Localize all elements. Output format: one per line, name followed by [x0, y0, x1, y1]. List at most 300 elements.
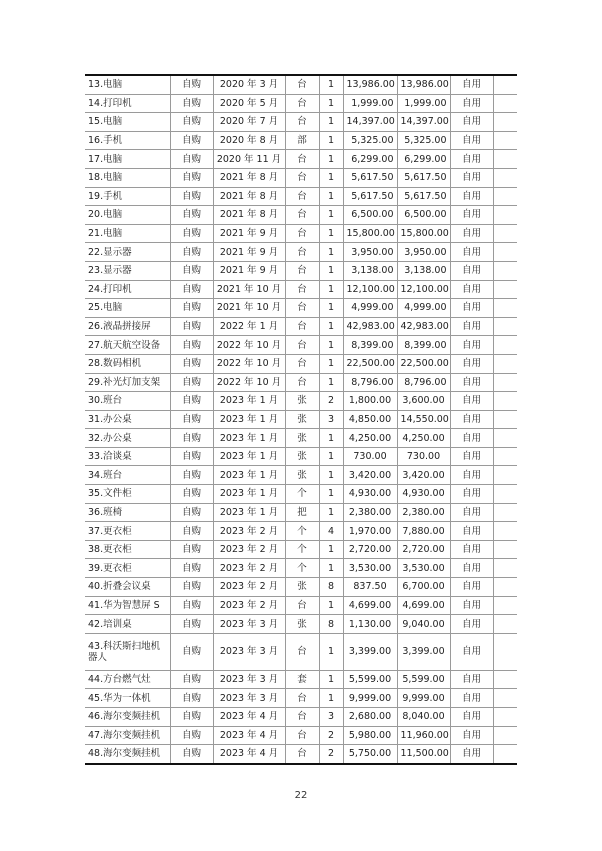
total-amount-cell: 5,617.50	[397, 168, 450, 187]
note-cell	[493, 243, 517, 262]
unit-price-cell: 8,399.00	[343, 336, 397, 355]
item-name-cell: 40.折叠会议桌	[85, 578, 170, 597]
unit-price-cell: 8,796.00	[343, 373, 397, 392]
source-cell: 自购	[170, 317, 213, 336]
table-row	[85, 708, 517, 727]
quantity-cell: 1	[319, 150, 343, 169]
source-cell: 自购	[170, 94, 213, 113]
unit-price-cell: 9,999.00	[343, 689, 397, 708]
note-cell	[493, 596, 517, 615]
item-name-cell: 45.华为一体机	[85, 689, 170, 708]
unit-price-cell: 6,500.00	[343, 206, 397, 225]
item-name-cell: 30.班台	[85, 392, 170, 411]
purchase-date-cell: 2022 年 10 月	[213, 336, 285, 355]
table-row	[85, 726, 517, 745]
unit-price-cell: 3,420.00	[343, 466, 397, 485]
source-cell: 自购	[170, 596, 213, 615]
unit-price-cell: 6,299.00	[343, 150, 397, 169]
quantity-cell: 2	[319, 745, 343, 764]
table-row	[85, 113, 517, 132]
item-name-cell: 21.电脑	[85, 224, 170, 243]
source-cell: 自购	[170, 726, 213, 745]
item-name-cell: 16.手机	[85, 131, 170, 150]
usage-cell: 自用	[450, 224, 493, 243]
purchase-date-cell: 2023 年 2 月	[213, 596, 285, 615]
source-cell: 自购	[170, 187, 213, 206]
unit-cell: 张	[285, 466, 319, 485]
purchase-date-cell: 2023 年 3 月	[213, 615, 285, 634]
total-amount-cell: 13,986.00	[397, 75, 450, 94]
quantity-cell: 1	[319, 113, 343, 132]
table-row	[85, 410, 517, 429]
quantity-cell: 1	[319, 559, 343, 578]
note-cell	[493, 633, 517, 670]
source-cell: 自购	[170, 745, 213, 764]
usage-cell: 自用	[450, 168, 493, 187]
table-row	[85, 670, 517, 689]
item-name-cell: 48.海尔变频挂机	[85, 745, 170, 764]
table-row	[85, 206, 517, 225]
unit-price-cell: 5,325.00	[343, 131, 397, 150]
quantity-cell: 1	[319, 503, 343, 522]
total-amount-cell: 2,380.00	[397, 503, 450, 522]
total-amount-cell: 4,699.00	[397, 596, 450, 615]
item-name-cell: 24.打印机	[85, 280, 170, 299]
note-cell	[493, 75, 517, 94]
item-name-cell: 36.班椅	[85, 503, 170, 522]
source-cell: 自购	[170, 559, 213, 578]
unit-cell: 台	[285, 75, 319, 94]
total-amount-cell: 5,617.50	[397, 187, 450, 206]
usage-cell: 自用	[450, 261, 493, 280]
unit-price-cell: 5,750.00	[343, 745, 397, 764]
quantity-cell: 1	[319, 336, 343, 355]
unit-cell: 套	[285, 670, 319, 689]
purchase-date-cell: 2020 年 8 月	[213, 131, 285, 150]
item-name-cell: 27.航天航空设备	[85, 336, 170, 355]
purchase-date-cell: 2021 年 8 月	[213, 206, 285, 225]
usage-cell: 自用	[450, 280, 493, 299]
note-cell	[493, 113, 517, 132]
quantity-cell: 2	[319, 392, 343, 411]
item-name-cell: 33.洽谈桌	[85, 447, 170, 466]
usage-cell: 自用	[450, 354, 493, 373]
unit-price-cell: 4,999.00	[343, 299, 397, 318]
quantity-cell: 1	[319, 261, 343, 280]
source-cell: 自购	[170, 708, 213, 727]
unit-price-cell: 4,850.00	[343, 410, 397, 429]
unit-price-cell: 2,680.00	[343, 708, 397, 727]
item-name-cell: 13.电脑	[85, 75, 170, 94]
note-cell	[493, 150, 517, 169]
item-name-cell: 38.更衣柜	[85, 540, 170, 559]
purchase-date-cell: 2023 年 3 月	[213, 689, 285, 708]
usage-cell: 自用	[450, 429, 493, 448]
purchase-date-cell: 2023 年 1 月	[213, 485, 285, 504]
purchase-date-cell: 2023 年 1 月	[213, 503, 285, 522]
unit-price-cell: 14,397.00	[343, 113, 397, 132]
item-name-cell: 41.华为智慧屏 S	[85, 596, 170, 615]
unit-cell: 台	[285, 150, 319, 169]
table-row	[85, 280, 517, 299]
purchase-date-cell: 2023 年 3 月	[213, 633, 285, 670]
total-amount-cell: 730.00	[397, 447, 450, 466]
purchase-date-cell: 2021 年 9 月	[213, 224, 285, 243]
table-row	[85, 261, 517, 280]
unit-cell: 个	[285, 559, 319, 578]
purchase-date-cell: 2021 年 9 月	[213, 261, 285, 280]
total-amount-cell: 8,399.00	[397, 336, 450, 355]
purchase-date-cell: 2023 年 1 月	[213, 447, 285, 466]
unit-price-cell: 2,720.00	[343, 540, 397, 559]
asset-table	[85, 74, 517, 765]
purchase-date-cell: 2023 年 1 月	[213, 429, 285, 448]
usage-cell: 自用	[450, 615, 493, 634]
unit-price-cell: 42,983.00	[343, 317, 397, 336]
total-amount-cell: 8,040.00	[397, 708, 450, 727]
unit-price-cell: 837.50	[343, 578, 397, 597]
source-cell: 自购	[170, 633, 213, 670]
purchase-date-cell: 2020 年 11 月	[213, 150, 285, 169]
table-row	[85, 336, 517, 355]
purchase-date-cell: 2023 年 2 月	[213, 540, 285, 559]
unit-price-cell: 1,999.00	[343, 94, 397, 113]
total-amount-cell: 14,550.00	[397, 410, 450, 429]
note-cell	[493, 689, 517, 708]
usage-cell: 自用	[450, 559, 493, 578]
source-cell: 自购	[170, 150, 213, 169]
table-row	[85, 150, 517, 169]
purchase-date-cell: 2023 年 4 月	[213, 726, 285, 745]
quantity-cell: 1	[319, 299, 343, 318]
item-name-cell: 17.电脑	[85, 150, 170, 169]
note-cell	[493, 485, 517, 504]
purchase-date-cell: 2021 年 10 月	[213, 299, 285, 318]
note-cell	[493, 466, 517, 485]
table-row	[85, 243, 517, 262]
quantity-cell: 1	[319, 540, 343, 559]
unit-price-cell: 15,800.00	[343, 224, 397, 243]
table-row	[85, 485, 517, 504]
source-cell: 自购	[170, 280, 213, 299]
note-cell	[493, 261, 517, 280]
table-row	[85, 354, 517, 373]
quantity-cell: 1	[319, 75, 343, 94]
quantity-cell: 3	[319, 708, 343, 727]
quantity-cell: 2	[319, 726, 343, 745]
total-amount-cell: 3,399.00	[397, 633, 450, 670]
unit-cell: 张	[285, 447, 319, 466]
source-cell: 自购	[170, 261, 213, 280]
total-amount-cell: 4,250.00	[397, 429, 450, 448]
table-row	[85, 299, 517, 318]
table-row	[85, 578, 517, 597]
total-amount-cell: 3,138.00	[397, 261, 450, 280]
table-row	[85, 429, 517, 448]
source-cell: 自购	[170, 410, 213, 429]
source-cell: 自购	[170, 224, 213, 243]
quantity-cell: 1	[319, 94, 343, 113]
item-name-cell: 15.电脑	[85, 113, 170, 132]
purchase-date-cell: 2021 年 10 月	[213, 280, 285, 299]
source-cell: 自购	[170, 392, 213, 411]
purchase-date-cell: 2020 年 3 月	[213, 75, 285, 94]
usage-cell: 自用	[450, 670, 493, 689]
total-amount-cell: 7,880.00	[397, 522, 450, 541]
note-cell	[493, 354, 517, 373]
unit-price-cell: 3,138.00	[343, 261, 397, 280]
table-row	[85, 503, 517, 522]
usage-cell: 自用	[450, 447, 493, 466]
total-amount-cell: 2,720.00	[397, 540, 450, 559]
item-name-cell: 32.办公桌	[85, 429, 170, 448]
total-amount-cell: 3,530.00	[397, 559, 450, 578]
note-cell	[493, 559, 517, 578]
unit-cell: 张	[285, 429, 319, 448]
purchase-date-cell: 2023 年 2 月	[213, 559, 285, 578]
item-name-cell: 35.文件柜	[85, 485, 170, 504]
total-amount-cell: 5,325.00	[397, 131, 450, 150]
total-amount-cell: 6,700.00	[397, 578, 450, 597]
unit-cell: 台	[285, 317, 319, 336]
source-cell: 自购	[170, 466, 213, 485]
purchase-date-cell: 2023 年 4 月	[213, 745, 285, 764]
total-amount-cell: 9,040.00	[397, 615, 450, 634]
total-amount-cell: 4,999.00	[397, 299, 450, 318]
purchase-date-cell: 2022 年 10 月	[213, 354, 285, 373]
quantity-cell: 1	[319, 168, 343, 187]
usage-cell: 自用	[450, 373, 493, 392]
total-amount-cell: 4,930.00	[397, 485, 450, 504]
item-name-cell: 20.电脑	[85, 206, 170, 225]
unit-cell: 台	[285, 113, 319, 132]
unit-cell: 部	[285, 131, 319, 150]
note-cell	[493, 336, 517, 355]
source-cell: 自购	[170, 373, 213, 392]
note-cell	[493, 447, 517, 466]
unit-cell: 台	[285, 243, 319, 262]
quantity-cell: 4	[319, 522, 343, 541]
unit-cell: 台	[285, 280, 319, 299]
usage-cell: 自用	[450, 596, 493, 615]
source-cell: 自购	[170, 75, 213, 94]
unit-price-cell: 5,617.50	[343, 168, 397, 187]
usage-cell: 自用	[450, 317, 493, 336]
purchase-date-cell: 2023 年 2 月	[213, 522, 285, 541]
usage-cell: 自用	[450, 131, 493, 150]
purchase-date-cell: 2021 年 8 月	[213, 187, 285, 206]
unit-cell: 张	[285, 392, 319, 411]
table-row	[85, 745, 517, 764]
unit-price-cell: 3,950.00	[343, 243, 397, 262]
usage-cell: 自用	[450, 466, 493, 485]
unit-cell: 台	[285, 206, 319, 225]
unit-cell: 台	[285, 224, 319, 243]
quantity-cell: 3	[319, 410, 343, 429]
usage-cell: 自用	[450, 299, 493, 318]
table-row	[85, 633, 517, 670]
purchase-date-cell: 2023 年 1 月	[213, 410, 285, 429]
table-row	[85, 187, 517, 206]
usage-cell: 自用	[450, 522, 493, 541]
item-name-cell: 44.方台燃气灶	[85, 670, 170, 689]
source-cell: 自购	[170, 243, 213, 262]
note-cell	[493, 708, 517, 727]
source-cell: 自购	[170, 447, 213, 466]
item-name-cell: 42.培训桌	[85, 615, 170, 634]
table-row	[85, 447, 517, 466]
unit-price-cell: 4,250.00	[343, 429, 397, 448]
note-cell	[493, 187, 517, 206]
source-cell: 自购	[170, 485, 213, 504]
total-amount-cell: 22,500.00	[397, 354, 450, 373]
unit-price-cell: 3,399.00	[343, 633, 397, 670]
table-row	[85, 596, 517, 615]
unit-cell: 台	[285, 94, 319, 113]
unit-cell: 张	[285, 410, 319, 429]
unit-price-cell: 12,100.00	[343, 280, 397, 299]
note-cell	[493, 373, 517, 392]
note-cell	[493, 745, 517, 764]
unit-cell: 张	[285, 615, 319, 634]
purchase-date-cell: 2023 年 1 月	[213, 466, 285, 485]
note-cell	[493, 224, 517, 243]
table-row	[85, 131, 517, 150]
source-cell: 自购	[170, 168, 213, 187]
note-cell	[493, 540, 517, 559]
note-cell	[493, 615, 517, 634]
table-row	[85, 75, 517, 94]
unit-cell: 台	[285, 633, 319, 670]
purchase-date-cell: 2023 年 4 月	[213, 708, 285, 727]
total-amount-cell: 12,100.00	[397, 280, 450, 299]
unit-price-cell: 1,800.00	[343, 392, 397, 411]
note-cell	[493, 206, 517, 225]
usage-cell: 自用	[450, 745, 493, 764]
unit-price-cell: 5,599.00	[343, 670, 397, 689]
purchase-date-cell: 2020 年 7 月	[213, 113, 285, 132]
unit-price-cell: 4,699.00	[343, 596, 397, 615]
table-row	[85, 224, 517, 243]
quantity-cell: 1	[319, 689, 343, 708]
item-name-cell: 39.更衣柜	[85, 559, 170, 578]
quantity-cell: 8	[319, 615, 343, 634]
note-cell	[493, 726, 517, 745]
unit-price-cell: 13,986.00	[343, 75, 397, 94]
usage-cell: 自用	[450, 113, 493, 132]
usage-cell: 自用	[450, 633, 493, 670]
quantity-cell: 1	[319, 187, 343, 206]
unit-cell: 台	[285, 299, 319, 318]
purchase-date-cell: 2020 年 5 月	[213, 94, 285, 113]
item-name-cell: 18.电脑	[85, 168, 170, 187]
item-name-cell: 43.科沃斯扫地机器人	[85, 633, 170, 670]
usage-cell: 自用	[450, 689, 493, 708]
total-amount-cell: 1,999.00	[397, 94, 450, 113]
unit-price-cell: 1,970.00	[343, 522, 397, 541]
source-cell: 自购	[170, 206, 213, 225]
quantity-cell: 1	[319, 633, 343, 670]
quantity-cell: 1	[319, 206, 343, 225]
item-name-cell: 31.办公桌	[85, 410, 170, 429]
unit-price-cell: 5,617.50	[343, 187, 397, 206]
table-row	[85, 522, 517, 541]
item-name-cell: 25.电脑	[85, 299, 170, 318]
unit-price-cell: 4,930.00	[343, 485, 397, 504]
quantity-cell: 1	[319, 131, 343, 150]
item-name-cell: 23.显示器	[85, 261, 170, 280]
note-cell	[493, 410, 517, 429]
quantity-cell: 1	[319, 354, 343, 373]
usage-cell: 自用	[450, 206, 493, 225]
usage-cell: 自用	[450, 150, 493, 169]
unit-cell: 台	[285, 373, 319, 392]
unit-price-cell: 5,980.00	[343, 726, 397, 745]
purchase-date-cell: 2021 年 8 月	[213, 168, 285, 187]
quantity-cell: 1	[319, 280, 343, 299]
source-cell: 自购	[170, 336, 213, 355]
table-row	[85, 540, 517, 559]
purchase-date-cell: 2023 年 1 月	[213, 392, 285, 411]
item-name-cell: 28.数码相机	[85, 354, 170, 373]
note-cell	[493, 578, 517, 597]
unit-price-cell: 22,500.00	[343, 354, 397, 373]
note-cell	[493, 131, 517, 150]
usage-cell: 自用	[450, 726, 493, 745]
note-cell	[493, 317, 517, 336]
source-cell: 自购	[170, 522, 213, 541]
total-amount-cell: 6,299.00	[397, 150, 450, 169]
purchase-date-cell: 2021 年 9 月	[213, 243, 285, 262]
total-amount-cell: 3,600.00	[397, 392, 450, 411]
unit-cell: 台	[285, 168, 319, 187]
unit-price-cell: 2,380.00	[343, 503, 397, 522]
total-amount-cell: 3,420.00	[397, 466, 450, 485]
unit-price-cell: 730.00	[343, 447, 397, 466]
source-cell: 自购	[170, 578, 213, 597]
table-row	[85, 466, 517, 485]
unit-cell: 台	[285, 745, 319, 764]
total-amount-cell: 8,796.00	[397, 373, 450, 392]
source-cell: 自购	[170, 131, 213, 150]
total-amount-cell: 15,800.00	[397, 224, 450, 243]
total-amount-cell: 9,999.00	[397, 689, 450, 708]
purchase-date-cell: 2022 年 10 月	[213, 373, 285, 392]
table-row	[85, 392, 517, 411]
total-amount-cell: 42,983.00	[397, 317, 450, 336]
item-name-cell: 26.液晶拼接屏	[85, 317, 170, 336]
quantity-cell: 1	[319, 596, 343, 615]
total-amount-cell: 14,397.00	[397, 113, 450, 132]
table-row	[85, 559, 517, 578]
total-amount-cell: 11,500.00	[397, 745, 450, 764]
source-cell: 自购	[170, 689, 213, 708]
purchase-date-cell: 2022 年 1 月	[213, 317, 285, 336]
usage-cell: 自用	[450, 187, 493, 206]
usage-cell: 自用	[450, 503, 493, 522]
total-amount-cell: 3,950.00	[397, 243, 450, 262]
quantity-cell: 1	[319, 317, 343, 336]
unit-cell: 个	[285, 485, 319, 504]
unit-cell: 台	[285, 726, 319, 745]
unit-cell: 台	[285, 336, 319, 355]
table-row	[85, 689, 517, 708]
quantity-cell: 8	[319, 578, 343, 597]
item-name-cell: 19.手机	[85, 187, 170, 206]
source-cell: 自购	[170, 429, 213, 448]
quantity-cell: 1	[319, 373, 343, 392]
usage-cell: 自用	[450, 243, 493, 262]
